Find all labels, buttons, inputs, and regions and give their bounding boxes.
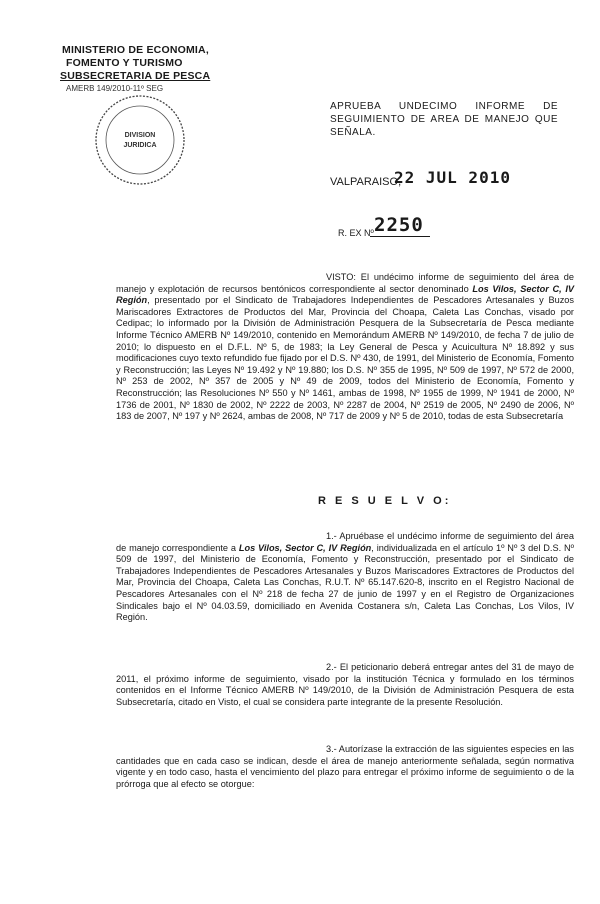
paragraph-2-number: 2.- [326,662,337,672]
paragraph-1-number: 1.- [326,531,337,541]
reference-code: AMERB 149/2010-11º SEG [66,84,164,93]
ministry-line-1: MINISTERIO DE ECONOMIA, [62,44,209,56]
resolution-paragraph-2: 2.- El peticionario deberá entregar antes del 31 de mayo de 2011, el próximo informe de seguimiento, visado por la institución Técnica y formulado en los términos contenidos en el Informe Técnico AMERB Nº 149/2010, de la División de Administración Pesquera de esta Subsecretaría, citado en Visto, el cual se considera parte integrante de la presente Resolución. [116,662,574,707]
ministry-line-2: FOMENTO Y TURISMO [66,57,183,69]
seal-line-2: JURIDICA [123,142,157,149]
division-juridica-seal [92,92,188,188]
city-label: VALPARAISO, [330,176,402,188]
exento-label: R. EX Nº [338,228,374,238]
seal-line-1: DIVISION [124,132,156,139]
visto-sector: Los Vilos, Sector C, IV Región [116,283,574,306]
exento-number: 2250 [370,214,430,237]
resolution-paragraph-3: 3.- Autorízase la extracción de las siguientes especies en las cantidades que en cada caso se indican, desde el área de manejo anteriormente señalada, según normativa vigente y en todo caso, hasta el vencimiento del plazo para entregar el próximo informe de seguimiento o de la prórroga que al efecto se otorgue: [116,744,574,789]
resolution-subject: APRUEBA UNDECIMO INFORME DE SEGUIMIENTO DE AREA DE MANEJO QUE SEÑALA. [330,101,558,138]
subsecretaria-line: SUBSECRETARIA DE PESCA [60,70,211,82]
visto-label: VISTO: [326,272,356,282]
date-stamp: 22 JUL 2010 [394,168,511,187]
paragraph-1-sector: Los Vilos, Sector C, IV Región [238,542,372,553]
visto-paragraph: VISTO: El undécimo informe de seguimiento del área de manejo y explotación de recursos bentónicos correspondiente al sector denominado Los Vilos, Sector C, IV Región, presentado por el Sindicato de Trabajadores Independientes de Pescadores Artesanales y Buzos Mariscadores Extractores de Productos del Mar, Provincia del Choapa, Caleta Las Conchas, visado por Cedipac; lo informado por la División de Administración Pesquera de la Subsecretaría de Pesca mediante Informe Técnico AMERB Nº 149/2010, contenido en Memorándum AMERB Nº 149/2010, de fecha 7 de julio de 2010; lo dispuesto en el D.F.L. Nº 5, de 1983; la Ley General de Pesca y Acuicultura Nº 18.892 y sus modificaciones cuyo texto refundido fue fijado por el D.S. Nº 430, de 1991, del Ministerio de Economía, Fomento y Reconstrucción; las Leyes Nº 19.492 y Nº 19.880; los D.S. Nº 355 de 1995, Nº 509 de 1997, Nº 572 de 2000, Nº 253 de 2002, Nº 357 de 2005 y Nº 49 de 2009, todos del Ministerio de Economía, Fomento y Reconstrucción; las Resoluciones Nº 550 y Nº 1461, ambas de 1998, Nº 1955 de 1999, Nº 1941 de 2000, Nº 1736 de 2001, Nº 1830 de 2002, Nº 2222 de 2003, Nº 2287 de 2004, Nº 2519 de 2005, Nº 2490 de 2006, Nº 183 de 2007, Nº 197 y Nº 2624, ambas de 2008, Nº 717 de 2009 y Nº 5 de 2010, todas de esta Subsecretaría [116,272,574,422]
paragraph-3-number: 3.- [326,744,337,754]
resolution-paragraph-1: 1.- Apruébase el undécimo informe de seguimiento del área de manejo correspondiente a Los Vilos, Sector C, IV Región, individualizada en el artículo 1º Nº 3 del D.S. Nº 509 de 1997, del Ministerio de Economía, Fomento y Reconstrucción, presentado por el Sindicato de Trabajadores Independientes de Pescadores Artesanales y Buzos Mariscadores Extractores de Productos del Mar, Provincia del Choapa, Caleta Las Conchas, R.U.T. Nº 65.147.620-8, inscrito en el Registro Nacional de Pescadores Artesanales con el Nº 218 de fecha 27 de junio de 1997 y en el Registro de Organizaciones Sindicales bajo el Nº 04.03.59, domiciliado en Avenida Costanera s/n, Caleta Las Conchas, Los Vilos, IV Región. [116,531,575,623]
resuelvo-heading: R E S U E L V O: [318,495,452,507]
